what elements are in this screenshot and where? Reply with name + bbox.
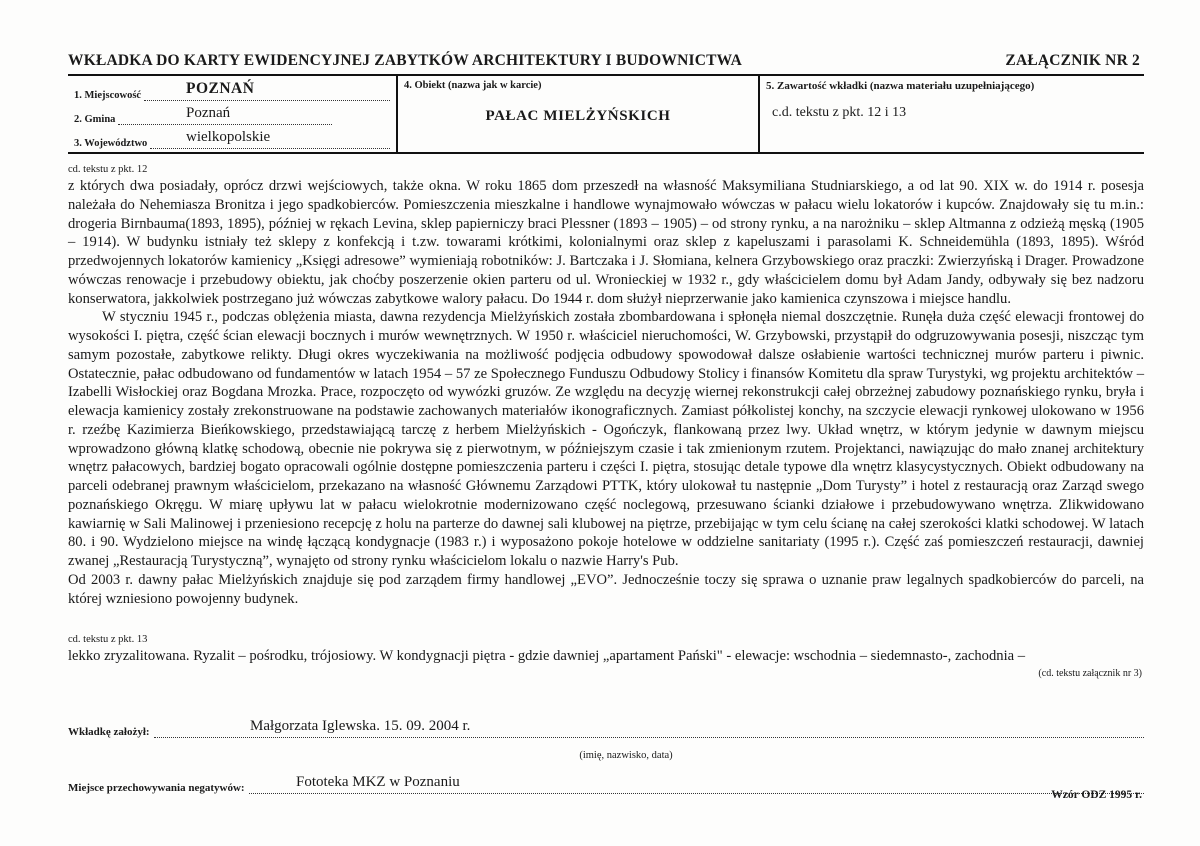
founder-label: Wkładkę założył: <box>68 726 150 738</box>
object-name-value: PAŁAC MIELŻYŃSKICH <box>485 108 671 125</box>
continuation-note-13: cd. tekstu z pkt. 13 <box>68 634 148 646</box>
continuation-block-13 <box>68 634 1144 679</box>
location-cell <box>68 76 398 152</box>
object-cell <box>398 76 760 152</box>
field-miejscowosc-label: 1. Miejscowość <box>74 90 142 101</box>
field-miejscowosc <box>74 78 390 102</box>
paragraph-4: lekko zryzalitowana. Ryzalit – pośrodku, trójosiowy. W kondygnacji piętra - gdzie dawniej „apartament Pański" - elewacje: wschodnia – siedemnasto-, zachodnia – <box>68 648 1026 665</box>
annex-label: ZAŁĄCZNIK NR 2 <box>1005 52 1140 69</box>
field-gmina <box>74 102 390 126</box>
field-gmina-label: 2. Gmina <box>74 114 116 125</box>
paragraph-1: z których dwa posiadały, oprócz drzwi wejściowych, także okna. W roku 1865 dom przeszedł na własność Maksymiliana Studniarskiego, a od lat 90. XIX w. do 1914 r. posesja należała do Nehemiasza Bronitza i jego spadkobierców. Pomieszczenia mieszkalne i handlowe wynajmowało wówczas w pałacu wielu lokatorów i kupców. Znajdowały się tu m.in.: drogeria Birnbauma(1893, 1895), później w rękach Levina, sklep papierniczy braci Plessner (1893 – 1905) – od strony rynku, a na narożniku – sklep Altmanna z odzieżą męską (1905 – 1914). W budynku istniały też sklepy z konfekcją i t.zw. towarami krótkimi, kolonialnymi oraz sklep z kapeluszami i parasolami K. Schneidemühla (1893, 1895). Wśród przedwojennych lokatorów kamienicy „Księgi adresowe” wymieniają robotników: J. Bartczaka i J. Słomiana, kelnera Grzybowskiego oraz praczki: Zwierzyńską i Drager. Prowadzone wówczas renowacje i przebudowy obiektu, jak choćby poszerzenie okien parteru od ul. Wronieckiej w 1932 r., gdy właścicielem domu był Adam Jandy, odbywały się bez nadzoru konserwatora, jakkolwiek postrzegano już wówczas zabytkowe walory pałacu. Do 1944 r. dom służył nieprzerwanie jako kamienica czynszowa i miejsce handlu. <box>68 178 1144 307</box>
content-cell-label: 5. Zawartość wkładki (nazwa materiału uzupełniającego) <box>766 80 1035 92</box>
content-cell <box>760 76 1144 152</box>
field-miejscowosc-value: POZNAŃ <box>186 80 255 97</box>
field-gmina-value: Poznań <box>186 105 231 121</box>
pattern-note: Wzór ODZ 1995 r. <box>1051 789 1142 801</box>
negatives-field <box>68 765 1144 805</box>
negatives-label: Miejsce przechowywania negatywów: <box>68 782 245 794</box>
paragraph-2: W styczniu 1945 r., podczas oblężenia miasta, dawna rezydencja Mielżyńskich została zbombardowana i spłonęła niemal doszczętnie. Runęła duża część elewacji frontowej do wysokości I. piętra, część ścian elewacji bocznych i murów wewnętrznych. W 1950 r. właściciel nieruchomości, W. Grzybowski, przystąpił do odgruzowywania posesji, niszcząc tym samym pozostałe, zabytkowe relikty. Długi okres wyczekiwania na możliwość podjęcia odbudowy spowodował dalsze osłabienie wartości technicznej murów parteru i piwnic. Ostatecznie, pałac odbudowano od fundamentów w latach 1954 – 57 ze Społecznego Funduszu Odbudowy Stolicy i finansów Komitetu dla spraw Turystyki, wg projektu architektów – Izabelli Wisłockiej oraz Bogdana Mrozka. Prace, rozpoczęto od wywózki gruzów. Ze względu na decyzję wiernej rekonstrukcji całej obrzeżnej zabudowy poznańskiego rynku, bryła i elewacja kamienicy zostały zrekonstruowane na podstawie zachowanych materiałów ikonograficznych. Zamiast półkolistej konchy, na szczycie elewacji rynkowej ulokowano w 1956 r. rzeźbę Kazimierza Bieńkowskiego, przedstawiającą tarczę z herbem Mielżyńskich - Ogończyk, flankowaną przez lwy. Układ wnętrz, w którym jedynie w dawnym miejscu wprowadzono główną klatkę schodową, obecnie nie pokrywa się z pierwotnym, w późniejszym czasie i tak zmienionym rzutem. Projektanci, nawiązując do mało znanej architektury wnętrz pałacowych, bardziej bogato opracowali ogólnie dostępne pomieszczenia parteru i części I. piętra, stosując detale typowe dla wnętrz klasycystycznych. Obiekt odbudowany na parceli odebranej prawnym właścicielom, przekazano na własność Głównemu Zarządowi PTTK, który ulokował tu następnie „Dom Turysty” i hotel z restauracją oraz Zarząd swego poznańskiego Okręgu. W miarę upływu lat w pałacu wielokrotnie modernizowano część noclegową, przesuwano ścianki działowe i przebudowywano wnętrza. Zlikwidowano kawiarnię w Sali Malinowej i przeniesiono recepcję z holu na parterze do dawnej sali klubowej na piętrze, przebijając w tym celu ścianę na całej szerokości klatki schodowej. W latach 80. i 90. Wydzielono miejsce na windę łączącą kondygnacje (1983 r.) i wyposażono pokoje hotelowe w oddzielne sanitariaty (1995 r.). Część zaś pomieszczeń restauracji, dawniej zwanej „Restauracją Turystyczną”, wynajęto od strony rynku właścicielom lokalu o nazwie Harry's Pub. <box>68 309 1144 569</box>
founder-value: Małgorzata Iglewska. 15. 09. 2004 r. <box>250 718 471 734</box>
object-cell-label: 4. Obiekt (nazwa jak w karcie) <box>404 80 542 91</box>
continuation-note-12: cd. tekstu z pkt. 12 <box>68 164 148 175</box>
field-wojewodztwo-value: wielkopolskie <box>186 129 271 145</box>
continuation-tail-note: (cd. tekstu załącznik nr 3) <box>1038 668 1142 679</box>
negatives-value: Fototeka MKZ w Poznaniu <box>296 774 460 790</box>
field-wojewodztwo-label: 3. Województwo <box>74 138 148 149</box>
document-footer <box>68 707 1144 805</box>
content-cell-value: c.d. tekstu z pkt. 12 i 13 <box>772 104 907 120</box>
founder-caption: (imię, nazwisko, data) <box>579 750 673 761</box>
dotted-rule <box>144 90 390 101</box>
paragraph-3: Od 2003 r. dawny pałac Mielżyńskich znajduje się pod zarządem firmy handlowej „EVO”. Jednocześnie toczy się sprawa o uznanie praw legalnych spadkobierców do parceli, na której wzniesiono powojenny budynek. <box>68 571 1144 607</box>
header-table <box>68 76 1144 154</box>
body-text <box>68 164 1144 679</box>
founder-field <box>68 707 1144 749</box>
record-sheet <box>68 52 1144 805</box>
document-header <box>68 52 1144 76</box>
page-title: WKŁADKA DO KARTY EWIDENCYJNEJ ZABYTKÓW ARCHITEKTURY I BUDOWNICTWA <box>68 52 743 69</box>
field-wojewodztwo <box>74 126 390 150</box>
